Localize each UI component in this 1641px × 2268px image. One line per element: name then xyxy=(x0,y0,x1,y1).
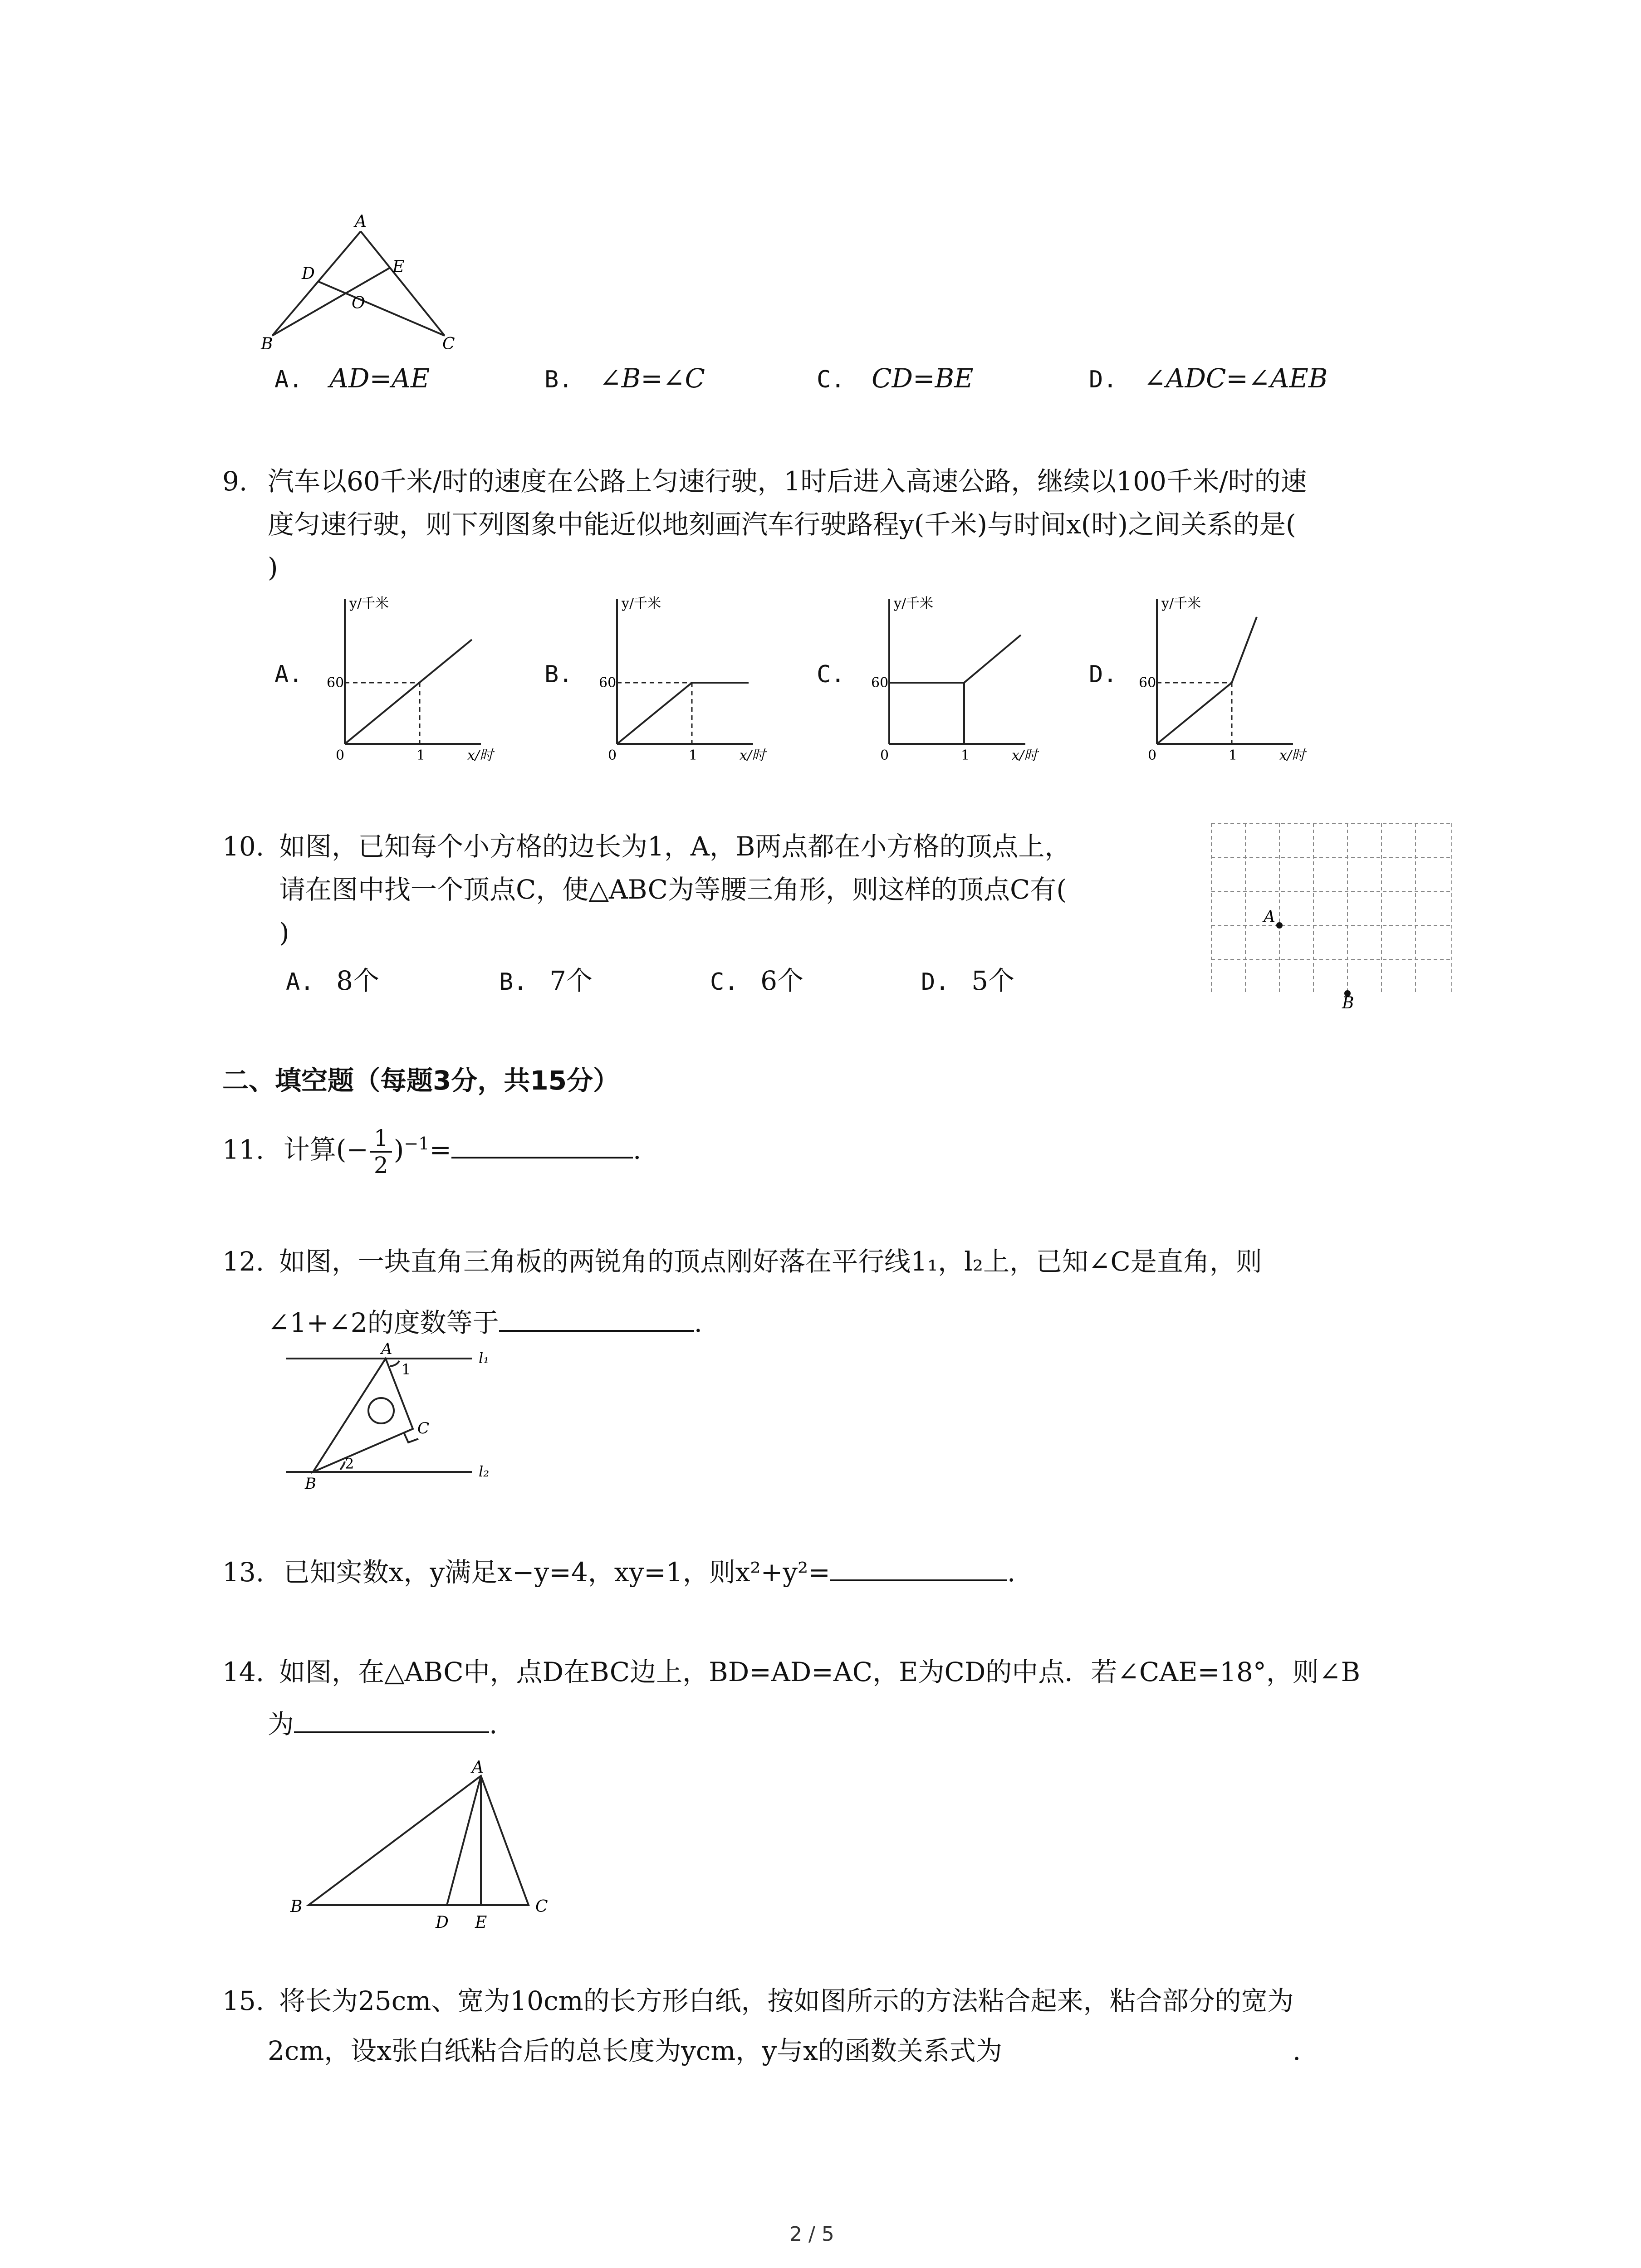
q12-label-b: B xyxy=(305,1475,316,1493)
q9-number: 9. xyxy=(222,466,248,497)
graph-ylabel: y/千米 xyxy=(894,596,934,611)
q13-end: . xyxy=(1007,1557,1016,1588)
q12-line-1: 如图，一块直角三角板的两锐角的顶点刚好落在平行线1₁，l₂上，已知∠C是直角，则 xyxy=(279,1246,1262,1277)
q12-label-2: 2 xyxy=(345,1455,354,1472)
option-label: C. xyxy=(817,661,845,688)
q13-row xyxy=(222,1551,1015,1593)
q11-prefix: 计算(− xyxy=(283,1134,368,1165)
q14-label-c: C xyxy=(535,1897,548,1916)
q11-suffix: ) xyxy=(393,1134,404,1165)
q11-equals: = xyxy=(429,1134,452,1165)
page-number: 2 / 5 xyxy=(789,2223,834,2246)
q9-option-b[interactable] xyxy=(544,658,573,689)
q12-label-l2: l₂ xyxy=(479,1463,490,1480)
q10-option-a[interactable] xyxy=(286,959,379,997)
q9-option-a[interactable] xyxy=(274,658,303,689)
graph-y60: 60 xyxy=(871,675,889,691)
q14-label-d: D xyxy=(436,1913,449,1932)
q8-label-a: A xyxy=(355,213,367,231)
graph-origin: 0 xyxy=(608,748,617,763)
option-label: B. xyxy=(499,968,528,996)
q8-label-b: B xyxy=(261,335,273,353)
q11-end: . xyxy=(633,1134,642,1165)
q10-number: 10. xyxy=(222,831,265,862)
q14-figure xyxy=(286,1760,567,1950)
q11-frac-den: 2 xyxy=(373,1152,388,1179)
q9-line-3: ) xyxy=(268,552,278,583)
graph-ylabel: y/千米 xyxy=(622,596,661,611)
q14-label-a: A xyxy=(472,1760,484,1777)
q8-label-d: D xyxy=(302,264,315,283)
q14-line-2-row xyxy=(268,1703,497,1745)
q14-label-e: E xyxy=(475,1913,487,1932)
option-text: 6个 xyxy=(760,965,803,996)
option-label: A. xyxy=(286,968,314,996)
graph-xlabel: x/时 xyxy=(1279,748,1306,763)
option-text: 8个 xyxy=(336,965,379,996)
q13-text: 已知实数x，y满足x−y=4，xy=1，则x²+y²= xyxy=(283,1557,830,1588)
option-label: D. xyxy=(921,968,950,996)
option-text: 7个 xyxy=(549,965,593,996)
q10-label-a: A xyxy=(1264,908,1275,926)
q13-number: 13. xyxy=(222,1557,265,1588)
q12-answer-blank[interactable] xyxy=(499,1302,694,1332)
graph-xlabel: x/时 xyxy=(1012,748,1038,763)
q9-graph-d xyxy=(1139,590,1320,771)
q14-answer-blank[interactable] xyxy=(294,1703,489,1733)
q8-option-c[interactable] xyxy=(817,363,974,394)
q10-label-b: B xyxy=(1342,994,1354,1009)
q12-end: . xyxy=(694,1307,703,1338)
q10-option-c[interactable] xyxy=(710,959,803,997)
q12-line-2: ∠1+∠2的度数等于 xyxy=(268,1307,499,1338)
graph-x1: 1 xyxy=(689,748,698,763)
option-label: C. xyxy=(817,366,845,393)
q11-answer-blank[interactable] xyxy=(451,1129,633,1158)
option-text: 5个 xyxy=(971,965,1014,996)
q12-label-a: A xyxy=(381,1343,392,1358)
option-label: B. xyxy=(544,366,573,393)
q14-number: 14. xyxy=(222,1657,265,1687)
q9-line-2: 度匀速行驶，则下列图象中能近似地刻画汽车行驶路程y(千米)与时间x(时)之间关系的是( xyxy=(268,509,1296,540)
graph-x1: 1 xyxy=(1229,748,1238,763)
q8-option-d[interactable] xyxy=(1089,363,1327,394)
q9-graph-a xyxy=(327,590,508,771)
q11-number: 11. xyxy=(222,1134,265,1165)
graph-xlabel: x/时 xyxy=(467,748,494,763)
option-label: B. xyxy=(544,661,573,688)
q10-line-2: 请在图中找一个顶点C，使△ABC为等腰三角形，则这样的顶点C有( xyxy=(279,874,1067,905)
q15-number: 15. xyxy=(222,1985,265,2016)
q9-graph-c xyxy=(871,590,1053,771)
q9-line-1: 汽车以60千米/时的速度在公路上匀速行驶，1时后进入高速公路，继续以100千米/时的速 xyxy=(268,466,1307,497)
graph-origin: 0 xyxy=(880,748,889,763)
q8-option-a[interactable] xyxy=(274,363,430,394)
q10-line-3: ) xyxy=(279,917,289,948)
graph-xlabel: x/时 xyxy=(740,748,766,763)
q12-label-1: 1 xyxy=(402,1361,411,1378)
graph-origin: 0 xyxy=(336,748,345,763)
q8-label-o: O xyxy=(352,294,365,313)
graph-y60: 60 xyxy=(1139,675,1156,691)
option-label: A. xyxy=(274,661,303,688)
option-text: AD=AE xyxy=(329,363,430,394)
section-2-title: 二、填空题（每题3分，共15分） xyxy=(222,1065,620,1096)
q12-label-c: C xyxy=(417,1419,430,1437)
graph-y60: 60 xyxy=(327,675,344,691)
q9-option-c[interactable] xyxy=(817,658,845,689)
graph-x1: 1 xyxy=(416,748,426,763)
option-label: D. xyxy=(1089,366,1117,393)
graph-ylabel: y/千米 xyxy=(349,596,389,611)
option-label: D. xyxy=(1089,661,1117,688)
q15-line-2: 2cm，设x张白纸粘合后的总长度为ycm，y与x的函数关系式为 xyxy=(268,2035,1002,2066)
q15-line-1: 将长为25cm、宽为10cm的长方形白纸，按如图所示的方法粘合起来，粘合部分的宽为 xyxy=(279,1985,1294,2016)
q9-option-d[interactable] xyxy=(1089,658,1117,689)
option-text: ∠ADC=∠AEB xyxy=(1144,363,1328,394)
q12-figure xyxy=(272,1343,526,1497)
q9-graph-b xyxy=(599,590,780,771)
q10-option-d[interactable] xyxy=(921,959,1014,997)
q15-end: . xyxy=(1292,2035,1301,2066)
q12-label-l1: l₁ xyxy=(479,1349,490,1367)
option-label: A. xyxy=(274,366,303,393)
graph-ylabel: y/千米 xyxy=(1161,596,1201,611)
graph-origin: 0 xyxy=(1148,748,1157,763)
q11-exponent: −1 xyxy=(404,1134,430,1154)
q15-line-2-row xyxy=(268,2030,1301,2072)
q11-row xyxy=(222,1123,641,1178)
q8-option-b[interactable] xyxy=(544,363,705,394)
option-text: ∠B=∠C xyxy=(599,363,705,394)
option-label: C. xyxy=(710,968,739,996)
graph-x1: 1 xyxy=(961,748,970,763)
q12-number: 12. xyxy=(222,1246,265,1277)
q14-label-b: B xyxy=(290,1897,303,1916)
q11-fraction xyxy=(370,1125,392,1178)
option-text: CD=BE xyxy=(872,363,974,394)
q10-point-a xyxy=(1276,922,1283,929)
q10-grid-figure xyxy=(1207,819,1461,1009)
q14-line-1: 如图，在△ABC中，点D在BC边上，BD=AD=AC，E为CD的中点．若∠CAE=18°，则∠B xyxy=(279,1657,1361,1687)
graph-y60: 60 xyxy=(599,675,617,691)
q12-line-2-row xyxy=(268,1302,702,1344)
q11-frac-num: 1 xyxy=(370,1125,392,1153)
q10-option-b[interactable] xyxy=(499,959,593,997)
q14-end: . xyxy=(489,1709,498,1740)
q8-figure xyxy=(254,213,472,358)
q10-line-1: 如图，已知每个小方格的边长为1，A，B两点都在小方格的顶点上， xyxy=(279,831,1071,862)
q8-label-c: C xyxy=(442,335,455,353)
q8-label-e: E xyxy=(392,258,405,276)
q13-answer-blank[interactable] xyxy=(830,1551,1007,1581)
q14-line-2: 为 xyxy=(268,1709,294,1740)
